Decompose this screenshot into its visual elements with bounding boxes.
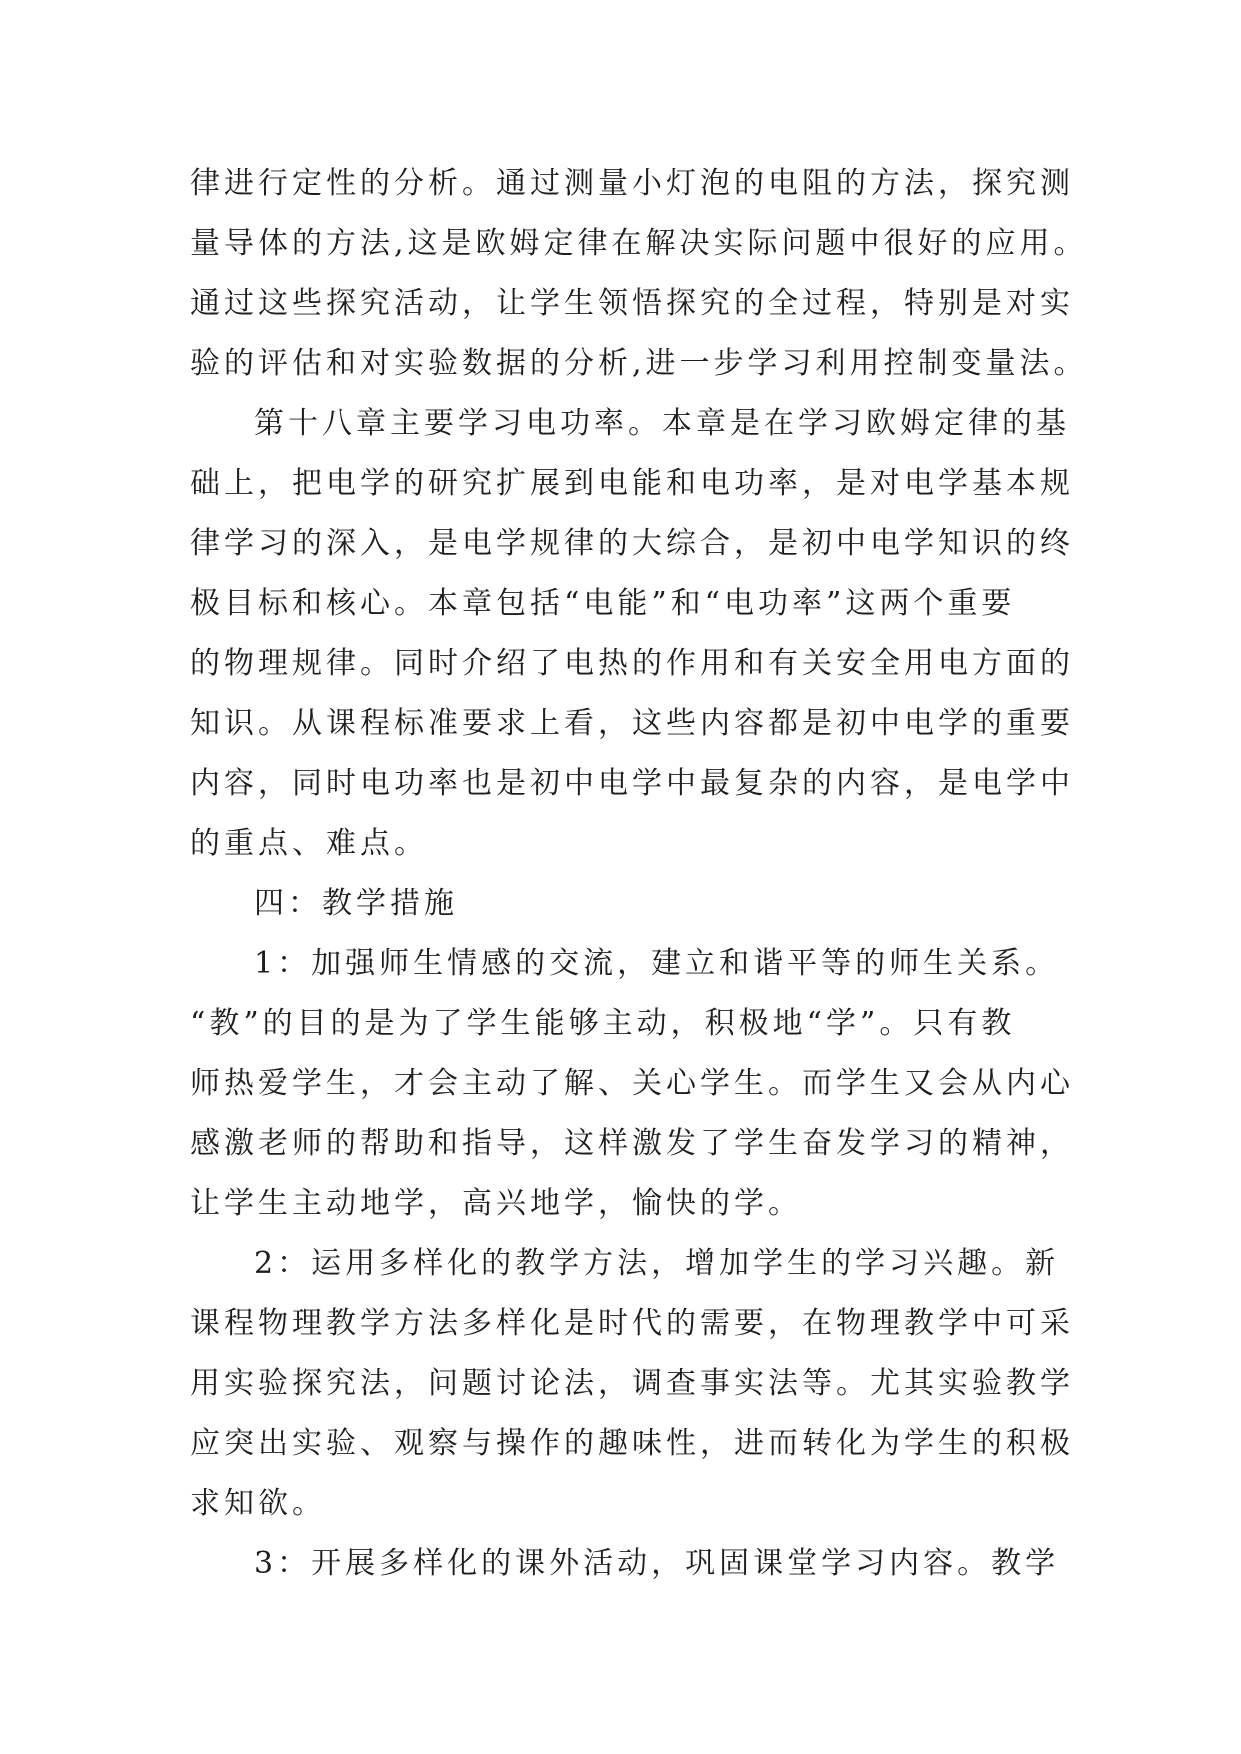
text-line: 用实验探究法，问题讨论法，调查事实法等。尤其实验教学 xyxy=(190,1366,1074,1401)
text-line: 础上，把电学的研究扩展到电能和电功率，是对电学基本规 xyxy=(190,466,1074,501)
text-line: 师热爱学生，才会主动了解、关心学生。而学生又会从内心 xyxy=(190,1066,1074,1101)
text-line: 求知欲。 xyxy=(190,1486,326,1521)
paragraph-first-line: 1：加强师生情感的交流，建立和谐平等的师生关系。 xyxy=(254,946,1060,981)
text-line: 课程物理教学方法多样化是时代的需要，在物理教学中可采 xyxy=(190,1306,1074,1341)
text-line: “教”的目的是为了学生能够主动，积极地“学”。只有教 xyxy=(190,1006,1016,1041)
text-line: 知识。从课程标准要求上看，这些内容都是初中电学的重要 xyxy=(190,706,1074,741)
text-line: 让学生主动地学，高兴地学，愉快的学。 xyxy=(190,1186,802,1221)
paragraph-first-line: 2：运用多样化的教学方法，增加学生的学习兴趣。新 xyxy=(254,1246,1060,1281)
text-line: 通过这些探究活动，让学生领悟探究的全过程，特别是对实 xyxy=(190,286,1074,321)
text-line: 感激老师的帮助和指导，这样激发了学生奋发学习的精神， xyxy=(190,1126,1074,1161)
text-line: 的物理规律。同时介绍了电热的作用和有关安全用电方面的 xyxy=(190,646,1074,681)
text-line: 内容，同时电功率也是初中电学中最复杂的内容，是电学中 xyxy=(190,766,1074,801)
text-line: 应突出实验、观察与操作的趣味性，进而转化为学生的积极 xyxy=(190,1426,1074,1461)
text-line: 极目标和核心。本章包括“电能”和“电功率”这两个重要 xyxy=(190,586,1016,621)
document-body xyxy=(190,154,1088,1594)
paragraph-first-line: 3：开展多样化的课外活动，巩固课堂学习内容。教学 xyxy=(254,1546,1060,1581)
text-line: 验的评估和对实验数据的分析,进一步学习利用控制变量法。 xyxy=(190,346,1088,381)
text-line: 的重点、难点。 xyxy=(190,826,428,861)
text-line: 律进行定性的分析。通过测量小灯泡的电阻的方法，探究测 xyxy=(190,166,1074,201)
section-heading: 四：教学措施 xyxy=(254,886,458,921)
text-line: 律学习的深入，是电学规律的大综合，是初中电学知识的终 xyxy=(190,526,1074,561)
text-line: 量导体的方法,这是欧姆定律在解决实际问题中很好的应用。 xyxy=(190,226,1088,261)
paragraph-first-line: 第十八章主要学习电功率。本章是在学习欧姆定律的基 xyxy=(254,406,1070,441)
